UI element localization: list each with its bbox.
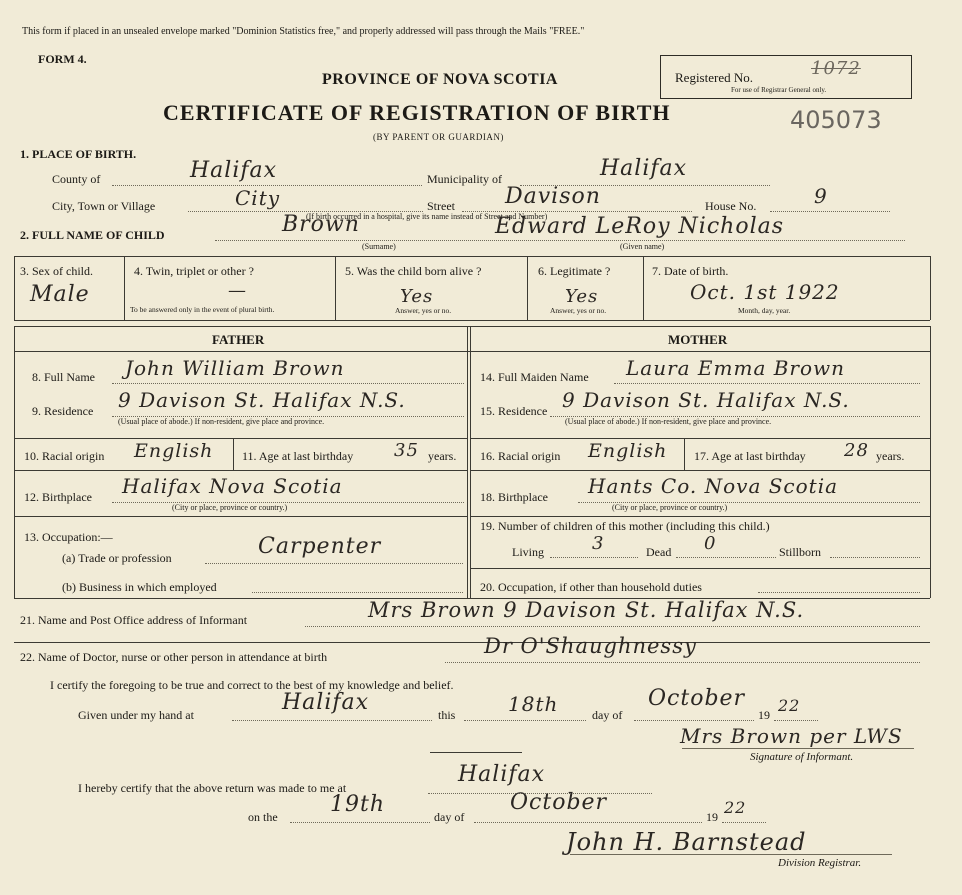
- surname-note: (Surname): [362, 242, 396, 251]
- sex-value: Male: [30, 282, 90, 307]
- twin-value: —: [228, 280, 247, 301]
- father-age-label: 11. Age at last birthday: [242, 449, 354, 463]
- father-name-label: 8. Full Name: [32, 370, 95, 384]
- registrar-signature-label: Division Registrar.: [778, 857, 862, 869]
- dead-label: Dead: [646, 545, 672, 559]
- page-subtitle: (BY PARENT OR GUARDIAN): [373, 132, 504, 142]
- trade-value: Carpenter: [258, 534, 382, 559]
- twin-label: 4. Twin, triplet or other ?: [134, 264, 254, 278]
- children-count-label: 19. Number of children of this mother (including this child.): [480, 519, 770, 533]
- dead-value: 0: [704, 533, 717, 554]
- father-racial-value: English: [134, 440, 214, 462]
- registered-note: For use of Registrar General only.: [731, 86, 827, 94]
- street-value: Davison: [505, 184, 601, 209]
- form-number: FORM 4.: [38, 52, 87, 66]
- father-residence-note: (Usual place of abode.) If non-resident, give place and province.: [118, 417, 325, 426]
- informant-value: Mrs Brown 9 Davison St. Halifax N.S.: [368, 598, 805, 622]
- mother-birthplace-label: 18. Birthplace: [480, 490, 548, 504]
- business-label: (b) Business in which employed: [62, 580, 217, 594]
- alive-note: Answer, yes or no.: [395, 306, 452, 315]
- father-birthplace-note: (City or place, province or country.): [172, 503, 288, 512]
- living-value: 3: [592, 533, 605, 554]
- registered-number: 1072: [811, 58, 861, 79]
- county-label: County of: [52, 172, 101, 186]
- certify-statement: I certify the foregoing to be true and correct to the best of my knowledge and belief.: [50, 678, 454, 692]
- street-label: Street: [427, 199, 455, 213]
- mother-name-value: Laura Emma Brown: [626, 356, 846, 380]
- father-age-value: 35: [394, 440, 419, 461]
- mother-birthplace-note: (City or place, province or country.): [612, 503, 728, 512]
- registrar-signature: John H. Barnstead: [566, 828, 807, 856]
- stamp-number: 405073: [790, 106, 882, 134]
- registrar-day-value: 19th: [330, 792, 386, 817]
- child-name-label: 2. FULL NAME OF CHILD: [20, 228, 165, 242]
- given-under-label: Given under my hand at: [78, 708, 194, 722]
- father-name-value: John William Brown: [125, 356, 345, 380]
- mother-birthplace-value: Hants Co. Nova Scotia: [588, 474, 839, 498]
- given-day-of-label: day of: [592, 708, 623, 722]
- given-month-value: October: [648, 686, 746, 711]
- trade-label: (a) Trade or profession: [62, 551, 172, 565]
- mother-age-label: 17. Age at last birthday: [694, 449, 806, 463]
- mother-racial-value: English: [588, 440, 668, 462]
- father-birthplace-label: 12. Birthplace: [24, 490, 92, 504]
- birth-date-label: 7. Date of birth.: [652, 264, 729, 278]
- registrar-month-value: October: [510, 790, 608, 815]
- father-residence-value: 9 Davison St. Halifax N.S.: [118, 388, 406, 412]
- mother-years-label: years.: [876, 449, 905, 463]
- father-heading: FATHER: [212, 332, 265, 347]
- mother-residence-note: (Usual place of abode.) If non-resident, give place and province.: [565, 417, 772, 426]
- registrar-year-prefix: 19: [706, 810, 718, 824]
- mother-racial-label: 16. Racial origin: [480, 449, 561, 463]
- father-residence-label: 9. Residence: [32, 404, 94, 418]
- mother-occupation-label: 20. Occupation, if other than household duties: [480, 580, 702, 594]
- doctor-value: Dr O'Shaughnessy: [484, 634, 697, 658]
- occupation-label: 13. Occupation:—: [24, 530, 113, 544]
- informant-signature-label: Signature of Informant.: [750, 751, 854, 763]
- given-day-value: 18th: [508, 692, 559, 716]
- municipality-label: Municipality of: [427, 172, 502, 186]
- doctor-label: 22. Name of Doctor, nurse or other person in attendance at birth: [20, 650, 328, 664]
- given-note: (Given name): [620, 242, 665, 251]
- mother-age-value: 28: [844, 440, 869, 461]
- this-label: this: [438, 708, 456, 722]
- given-year-prefix: 19: [758, 708, 770, 722]
- stillborn-label: Stillborn: [779, 545, 822, 559]
- mother-heading: MOTHER: [668, 332, 728, 347]
- alive-label: 5. Was the child born alive ?: [345, 264, 482, 278]
- registrar-statement: I hereby certify that the above return was made to me at: [78, 781, 347, 795]
- given-place-value: Halifax: [282, 690, 370, 715]
- place-of-birth-heading: 1. PLACE OF BIRTH.: [20, 147, 137, 161]
- registered-label: Registered No.: [675, 70, 753, 85]
- child-given-name: Edward LeRoy Nicholas: [495, 214, 785, 239]
- informant-signature: Mrs Brown per LWS: [680, 724, 903, 748]
- registrar-place-value: Halifax: [458, 762, 546, 787]
- hospital-note: (If birth occurred in a hospital, give its name instead of Street and Number): [306, 212, 548, 221]
- father-years-label: years.: [428, 449, 457, 463]
- given-year-value: 22: [778, 696, 801, 715]
- registrar-day-of-label: day of: [434, 810, 465, 824]
- province-heading: PROVINCE OF NOVA SCOTIA: [322, 71, 558, 88]
- registrar-year-value: 22: [724, 798, 747, 817]
- father-racial-label: 10. Racial origin: [24, 449, 105, 463]
- birth-date-value: Oct. 1st 1922: [690, 280, 840, 304]
- alive-value: Yes: [400, 286, 434, 307]
- registrar-on-label: on the: [248, 810, 278, 824]
- sex-label: 3. Sex of child.: [20, 264, 93, 278]
- informant-label: 21. Name and Post Office address of Informant: [20, 613, 248, 627]
- house-value: 9: [814, 184, 828, 208]
- municipality-value: Halifax: [600, 156, 688, 181]
- city-value: City: [235, 186, 281, 210]
- living-label: Living: [512, 545, 544, 559]
- mother-name-label: 14. Full Maiden Name: [480, 370, 589, 384]
- page-title: CERTIFICATE OF REGISTRATION OF BIRTH: [163, 100, 671, 125]
- mother-residence-label: 15. Residence: [480, 404, 548, 418]
- county-value: Halifax: [190, 158, 278, 183]
- father-birthplace-value: Halifax Nova Scotia: [122, 474, 343, 498]
- legitimate-note: Answer, yes or no.: [550, 306, 607, 315]
- house-label: House No.: [705, 199, 757, 213]
- mother-residence-value: 9 Davison St. Halifax N.S.: [562, 388, 850, 412]
- mail-notice: This form if placed in an unsealed envelope marked "Dominion Statistics free," and properly addressed will pass through the Mails "FREE.": [22, 26, 585, 37]
- legitimate-label: 6. Legitimate ?: [538, 264, 611, 278]
- birth-date-note: Month, day, year.: [738, 306, 791, 315]
- legitimate-value: Yes: [565, 286, 599, 307]
- child-surname: Brown: [282, 212, 360, 237]
- city-label: City, Town or Village: [52, 199, 156, 213]
- registered-box: [660, 55, 912, 99]
- twin-note: To be answered only in the event of plural birth.: [130, 305, 275, 314]
